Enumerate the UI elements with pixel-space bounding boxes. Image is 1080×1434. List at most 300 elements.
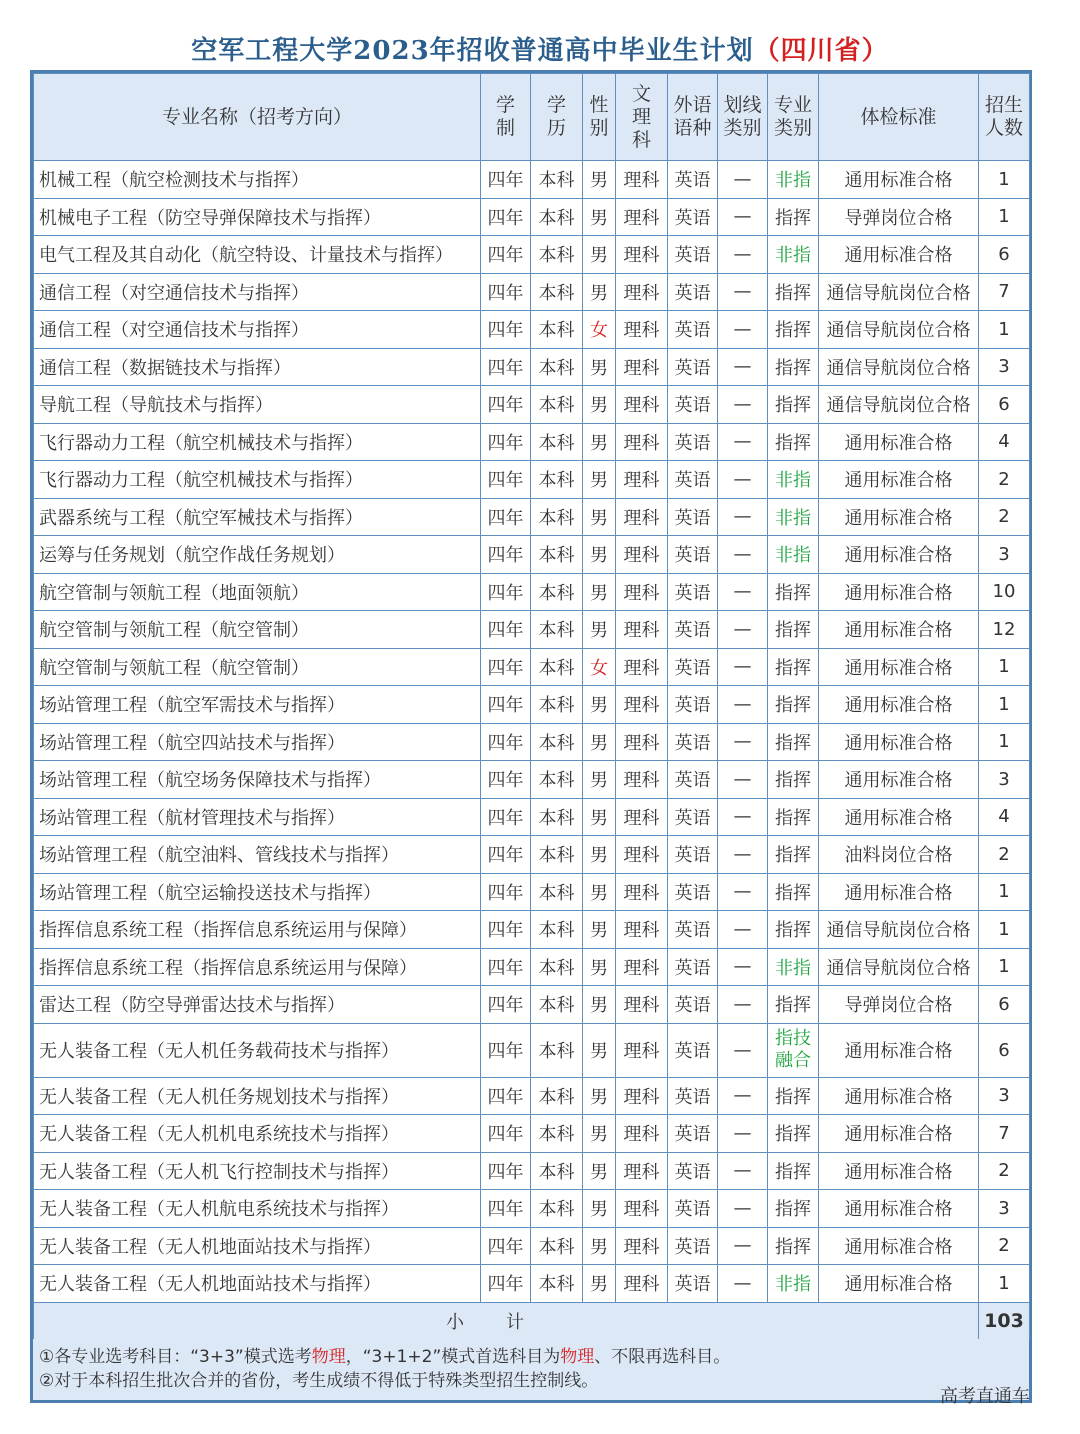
- cell-language: 英语: [668, 1023, 718, 1077]
- cell-gender: 女: [583, 648, 616, 686]
- cell-language: 英语: [668, 311, 718, 349]
- cell-physical: 通用标准合格: [819, 723, 979, 761]
- cell-physical: 通用标准合格: [819, 798, 979, 836]
- cell-duration: 四年: [481, 161, 531, 199]
- cell-category: 指挥: [768, 386, 819, 424]
- cell-line-type: —: [718, 498, 768, 536]
- cell-degree: 本科: [531, 348, 583, 386]
- header-track: 文理科: [616, 74, 668, 161]
- cell-duration: 四年: [481, 423, 531, 461]
- title-main: 空军工程大学2023年招收普通高中毕业生计划: [191, 36, 754, 66]
- cell-gender: 男: [583, 1077, 616, 1115]
- cell-duration: 四年: [481, 198, 531, 236]
- cell-major: 飞行器动力工程（航空机械技术与指挥）: [34, 461, 481, 499]
- cell-degree: 本科: [531, 1190, 583, 1228]
- cell-category: 指挥: [768, 873, 819, 911]
- cell-category: 非指: [768, 498, 819, 536]
- cell-line-type: —: [718, 686, 768, 724]
- cell-category: 非指: [768, 461, 819, 499]
- cell-line-type: —: [718, 423, 768, 461]
- cell-major: 电气工程及其自动化（航空特设、计量技术与指挥）: [34, 236, 481, 274]
- cell-degree: 本科: [531, 386, 583, 424]
- table-row: [34, 311, 1030, 349]
- cell-gender: 男: [583, 1115, 616, 1153]
- cell-category: 指挥: [768, 798, 819, 836]
- cell-major: 航空管制与领航工程（地面领航）: [34, 573, 481, 611]
- cell-degree: 本科: [531, 236, 583, 274]
- cell-track: 理科: [616, 611, 668, 649]
- cell-language: 英语: [668, 198, 718, 236]
- cell-gender: 男: [583, 161, 616, 199]
- cell-gender: 男: [583, 1152, 616, 1190]
- cell-duration: 四年: [481, 386, 531, 424]
- cell-gender: 女: [583, 311, 616, 349]
- table-row: [34, 498, 1030, 536]
- cell-quota: 2: [979, 498, 1030, 536]
- cell-track: 理科: [616, 1115, 668, 1153]
- cell-quota: 1: [979, 161, 1030, 199]
- cell-major: 无人装备工程（无人机任务规划技术与指挥）: [34, 1077, 481, 1115]
- cell-major: 无人装备工程（无人机任务载荷技术与指挥）: [34, 1023, 481, 1077]
- cell-line-type: —: [718, 236, 768, 274]
- cell-physical: 通用标准合格: [819, 536, 979, 574]
- cell-quota: 12: [979, 611, 1030, 649]
- table-row: [34, 273, 1030, 311]
- cell-duration: 四年: [481, 648, 531, 686]
- cell-gender: 男: [583, 948, 616, 986]
- subtotal-row: [34, 1302, 1030, 1340]
- cell-line-type: —: [718, 1077, 768, 1115]
- cell-category: 指挥: [768, 198, 819, 236]
- subtotal-label: 小计: [34, 1302, 979, 1340]
- cell-track: 理科: [616, 948, 668, 986]
- cell-line-type: —: [718, 461, 768, 499]
- cell-degree: 本科: [531, 461, 583, 499]
- cell-track: 理科: [616, 761, 668, 799]
- cell-degree: 本科: [531, 836, 583, 874]
- cell-language: 英语: [668, 348, 718, 386]
- cell-line-type: —: [718, 161, 768, 199]
- table-row: [34, 948, 1030, 986]
- cell-gender: 男: [583, 873, 616, 911]
- cell-category: 指挥: [768, 686, 819, 724]
- notes: [33, 1339, 1029, 1400]
- cell-quota: 6: [979, 236, 1030, 274]
- cell-degree: 本科: [531, 273, 583, 311]
- cell-major: 航空管制与领航工程（航空管制）: [34, 611, 481, 649]
- table-row: [34, 723, 1030, 761]
- cell-quota: 6: [979, 1023, 1030, 1077]
- cell-physical: 通用标准合格: [819, 498, 979, 536]
- cell-physical: 通用标准合格: [819, 236, 979, 274]
- table-row: [34, 873, 1030, 911]
- cell-language: 英语: [668, 911, 718, 949]
- cell-quota: 1: [979, 686, 1030, 724]
- header-duration: 学制: [481, 74, 531, 161]
- cell-gender: 男: [583, 686, 616, 724]
- cell-category: 指挥: [768, 761, 819, 799]
- cell-quota: 4: [979, 798, 1030, 836]
- cell-degree: 本科: [531, 798, 583, 836]
- cell-degree: 本科: [531, 911, 583, 949]
- cell-line-type: —: [718, 1023, 768, 1077]
- cell-major: 无人装备工程（无人机地面站技术与指挥）: [34, 1227, 481, 1265]
- cell-gender: 男: [583, 798, 616, 836]
- cell-physical: 通用标准合格: [819, 1077, 979, 1115]
- cell-quota: 1: [979, 911, 1030, 949]
- cell-track: 理科: [616, 236, 668, 274]
- cell-physical: 通信导航岗位合格: [819, 911, 979, 949]
- cell-track: 理科: [616, 723, 668, 761]
- cell-duration: 四年: [481, 348, 531, 386]
- cell-degree: 本科: [531, 611, 583, 649]
- cell-quota: 3: [979, 348, 1030, 386]
- cell-line-type: —: [718, 986, 768, 1024]
- table-row: [34, 386, 1030, 424]
- cell-language: 英语: [668, 461, 718, 499]
- cell-language: 英语: [668, 723, 718, 761]
- cell-quota: 1: [979, 311, 1030, 349]
- header-major: 专业名称（招考方向）: [34, 74, 481, 161]
- cell-track: 理科: [616, 1023, 668, 1077]
- cell-track: 理科: [616, 836, 668, 874]
- cell-line-type: —: [718, 536, 768, 574]
- cell-track: 理科: [616, 798, 668, 836]
- cell-major: 机械电子工程（防空导弹保障技术与指挥）: [34, 198, 481, 236]
- cell-quota: 3: [979, 1077, 1030, 1115]
- table-row: [34, 1115, 1030, 1153]
- table-row: [34, 648, 1030, 686]
- cell-duration: 四年: [481, 1023, 531, 1077]
- cell-physical: 通信导航岗位合格: [819, 273, 979, 311]
- cell-line-type: —: [718, 573, 768, 611]
- cell-track: 理科: [616, 1190, 668, 1228]
- cell-physical: 通信导航岗位合格: [819, 348, 979, 386]
- cell-track: 理科: [616, 986, 668, 1024]
- cell-physical: 通用标准合格: [819, 1152, 979, 1190]
- cell-track: 理科: [616, 161, 668, 199]
- header-degree: 学历: [531, 74, 583, 161]
- cell-line-type: —: [718, 761, 768, 799]
- cell-degree: 本科: [531, 648, 583, 686]
- table-row: [34, 798, 1030, 836]
- cell-degree: 本科: [531, 686, 583, 724]
- table-row: [34, 1190, 1030, 1228]
- table-row: [34, 348, 1030, 386]
- cell-major: 雷达工程（防空导弹雷达技术与指挥）: [34, 986, 481, 1024]
- cell-line-type: —: [718, 723, 768, 761]
- watermark: 高考直通车: [940, 1386, 1030, 1407]
- cell-track: 理科: [616, 1227, 668, 1265]
- cell-duration: 四年: [481, 1190, 531, 1228]
- header-physical: 体检标准: [819, 74, 979, 161]
- cell-gender: 男: [583, 498, 616, 536]
- cell-gender: 男: [583, 273, 616, 311]
- cell-duration: 四年: [481, 873, 531, 911]
- cell-major: 运筹与任务规划（航空作战任务规划）: [34, 536, 481, 574]
- cell-duration: 四年: [481, 686, 531, 724]
- cell-line-type: —: [718, 1190, 768, 1228]
- cell-language: 英语: [668, 986, 718, 1024]
- cell-gender: 男: [583, 236, 616, 274]
- cell-track: 理科: [616, 498, 668, 536]
- cell-category: 指挥: [768, 1115, 819, 1153]
- cell-major: 武器系统与工程（航空军械技术与指挥）: [34, 498, 481, 536]
- cell-gender: 男: [583, 723, 616, 761]
- cell-major: 场站管理工程（航空场务保障技术与指挥）: [34, 761, 481, 799]
- cell-physical: 通用标准合格: [819, 873, 979, 911]
- table-row: [34, 236, 1030, 274]
- cell-degree: 本科: [531, 723, 583, 761]
- cell-line-type: —: [718, 611, 768, 649]
- cell-major: 通信工程（对空通信技术与指挥）: [34, 273, 481, 311]
- cell-category: 指挥: [768, 1227, 819, 1265]
- cell-quota: 3: [979, 761, 1030, 799]
- table-row: [34, 1152, 1030, 1190]
- cell-category: 指挥: [768, 423, 819, 461]
- cell-gender: 男: [583, 836, 616, 874]
- cell-degree: 本科: [531, 573, 583, 611]
- cell-track: 理科: [616, 911, 668, 949]
- cell-category: 非指: [768, 948, 819, 986]
- cell-major: 指挥信息系统工程（指挥信息系统运用与保障）: [34, 911, 481, 949]
- cell-line-type: —: [718, 836, 768, 874]
- cell-duration: 四年: [481, 611, 531, 649]
- cell-duration: 四年: [481, 273, 531, 311]
- cell-duration: 四年: [481, 536, 531, 574]
- page-title: [0, 30, 1080, 67]
- cell-quota: 2: [979, 461, 1030, 499]
- table-row: [34, 536, 1030, 574]
- cell-duration: 四年: [481, 911, 531, 949]
- cell-duration: 四年: [481, 498, 531, 536]
- cell-gender: 男: [583, 461, 616, 499]
- cell-category: 非指: [768, 236, 819, 274]
- cell-major: 飞行器动力工程（航空机械技术与指挥）: [34, 423, 481, 461]
- table-row: [34, 1077, 1030, 1115]
- cell-major: 通信工程（数据链技术与指挥）: [34, 348, 481, 386]
- cell-major: 场站管理工程（航材管理技术与指挥）: [34, 798, 481, 836]
- cell-quota: 3: [979, 1190, 1030, 1228]
- cell-language: 英语: [668, 761, 718, 799]
- cell-language: 英语: [668, 423, 718, 461]
- cell-duration: 四年: [481, 798, 531, 836]
- cell-language: 英语: [668, 273, 718, 311]
- cell-duration: 四年: [481, 723, 531, 761]
- cell-line-type: —: [718, 1115, 768, 1153]
- cell-track: 理科: [616, 423, 668, 461]
- cell-track: 理科: [616, 686, 668, 724]
- cell-language: 英语: [668, 648, 718, 686]
- cell-gender: 男: [583, 986, 616, 1024]
- cell-physical: 通用标准合格: [819, 648, 979, 686]
- cell-duration: 四年: [481, 1152, 531, 1190]
- cell-line-type: —: [718, 311, 768, 349]
- cell-major: 指挥信息系统工程（指挥信息系统运用与保障）: [34, 948, 481, 986]
- table-row: [34, 611, 1030, 649]
- cell-duration: 四年: [481, 461, 531, 499]
- cell-duration: 四年: [481, 1077, 531, 1115]
- note-1: ①各专业选考科目：“3+3”模式选考物理，“3+1+2”模式首选科目为物理、不限再选科目。: [39, 1347, 731, 1367]
- cell-track: 理科: [616, 273, 668, 311]
- cell-category: 指挥: [768, 723, 819, 761]
- cell-degree: 本科: [531, 498, 583, 536]
- cell-quota: 1: [979, 198, 1030, 236]
- cell-duration: 四年: [481, 1115, 531, 1153]
- enrollment-plan-table: [33, 73, 1030, 1340]
- cell-language: 英语: [668, 573, 718, 611]
- cell-major: 无人装备工程（无人机航电系统技术与指挥）: [34, 1190, 481, 1228]
- cell-degree: 本科: [531, 1115, 583, 1153]
- cell-category: 指挥: [768, 836, 819, 874]
- cell-major: 无人装备工程（无人机机电系统技术与指挥）: [34, 1115, 481, 1153]
- cell-language: 英语: [668, 798, 718, 836]
- cell-gender: 男: [583, 1023, 616, 1077]
- cell-language: 英语: [668, 948, 718, 986]
- cell-physical: 导弹岗位合格: [819, 986, 979, 1024]
- cell-physical: 通用标准合格: [819, 573, 979, 611]
- table-row: [34, 573, 1030, 611]
- cell-line-type: —: [718, 1152, 768, 1190]
- cell-language: 英语: [668, 611, 718, 649]
- table-row: [34, 198, 1030, 236]
- cell-degree: 本科: [531, 1023, 583, 1077]
- cell-degree: 本科: [531, 1152, 583, 1190]
- table-row: [34, 686, 1030, 724]
- cell-gender: 男: [583, 386, 616, 424]
- cell-gender: 男: [583, 1265, 616, 1303]
- cell-line-type: —: [718, 386, 768, 424]
- cell-language: 英语: [668, 1115, 718, 1153]
- cell-major: 导航工程（导航技术与指挥）: [34, 386, 481, 424]
- cell-track: 理科: [616, 536, 668, 574]
- table-row: [34, 1265, 1030, 1303]
- cell-physical: 通用标准合格: [819, 1227, 979, 1265]
- table-body: [34, 161, 1030, 1303]
- cell-category: 指挥: [768, 1077, 819, 1115]
- cell-gender: 男: [583, 573, 616, 611]
- cell-language: 英语: [668, 836, 718, 874]
- cell-physical: 通用标准合格: [819, 161, 979, 199]
- cell-physical: 通用标准合格: [819, 1115, 979, 1153]
- subtotal-total: 103: [979, 1302, 1030, 1340]
- plan-table-frame: [30, 70, 1032, 1403]
- cell-track: 理科: [616, 461, 668, 499]
- table-row: [34, 836, 1030, 874]
- cell-physical: 通用标准合格: [819, 611, 979, 649]
- cell-duration: 四年: [481, 948, 531, 986]
- cell-track: 理科: [616, 648, 668, 686]
- cell-language: 英语: [668, 1152, 718, 1190]
- cell-track: 理科: [616, 873, 668, 911]
- cell-quota: 3: [979, 536, 1030, 574]
- cell-quota: 2: [979, 1227, 1030, 1265]
- header-quota: 招生人数: [979, 74, 1030, 161]
- cell-category: 指挥: [768, 348, 819, 386]
- cell-category: 指技 融合: [768, 1023, 819, 1077]
- cell-quota: 2: [979, 836, 1030, 874]
- cell-duration: 四年: [481, 1227, 531, 1265]
- cell-major: 通信工程（对空通信技术与指挥）: [34, 311, 481, 349]
- header-gender: 性别: [583, 74, 616, 161]
- table-row: [34, 761, 1030, 799]
- cell-track: 理科: [616, 1152, 668, 1190]
- cell-category: 指挥: [768, 311, 819, 349]
- cell-degree: 本科: [531, 948, 583, 986]
- cell-physical: 导弹岗位合格: [819, 198, 979, 236]
- cell-quota: 1: [979, 648, 1030, 686]
- cell-category: 指挥: [768, 986, 819, 1024]
- cell-quota: 10: [979, 573, 1030, 611]
- cell-language: 英语: [668, 536, 718, 574]
- cell-line-type: —: [718, 273, 768, 311]
- cell-gender: 男: [583, 911, 616, 949]
- cell-language: 英语: [668, 1265, 718, 1303]
- cell-gender: 男: [583, 423, 616, 461]
- cell-language: 英语: [668, 686, 718, 724]
- cell-gender: 男: [583, 536, 616, 574]
- table-row: [34, 986, 1030, 1024]
- cell-line-type: —: [718, 1227, 768, 1265]
- cell-gender: 男: [583, 611, 616, 649]
- cell-line-type: —: [718, 198, 768, 236]
- title-province: （四川省）: [753, 36, 889, 66]
- cell-physical: 通用标准合格: [819, 1190, 979, 1228]
- note-2: ②对于本科招生批次合并的省份，考生成绩不得低于特殊类型招生控制线。: [39, 1371, 599, 1391]
- cell-degree: 本科: [531, 1227, 583, 1265]
- cell-category: 非指: [768, 1265, 819, 1303]
- cell-quota: 6: [979, 386, 1030, 424]
- cell-duration: 四年: [481, 311, 531, 349]
- cell-duration: 四年: [481, 986, 531, 1024]
- cell-physical: 通用标准合格: [819, 761, 979, 799]
- cell-physical: 通用标准合格: [819, 686, 979, 724]
- cell-category: 指挥: [768, 611, 819, 649]
- cell-degree: 本科: [531, 536, 583, 574]
- cell-duration: 四年: [481, 1265, 531, 1303]
- header-category: 专业类别: [768, 74, 819, 161]
- cell-language: 英语: [668, 1190, 718, 1228]
- cell-degree: 本科: [531, 423, 583, 461]
- cell-major: 场站管理工程（航空四站技术与指挥）: [34, 723, 481, 761]
- cell-category: 指挥: [768, 573, 819, 611]
- table-row: [34, 911, 1030, 949]
- cell-physical: 通信导航岗位合格: [819, 948, 979, 986]
- cell-physical: 通用标准合格: [819, 423, 979, 461]
- cell-duration: 四年: [481, 836, 531, 874]
- cell-line-type: —: [718, 348, 768, 386]
- cell-quota: 1: [979, 948, 1030, 986]
- cell-degree: 本科: [531, 198, 583, 236]
- cell-degree: 本科: [531, 311, 583, 349]
- cell-duration: 四年: [481, 761, 531, 799]
- cell-major: 航空管制与领航工程（航空管制）: [34, 648, 481, 686]
- cell-track: 理科: [616, 1077, 668, 1115]
- table-row: [34, 1023, 1030, 1077]
- cell-gender: 男: [583, 761, 616, 799]
- table-row: [34, 161, 1030, 199]
- cell-category: 指挥: [768, 911, 819, 949]
- cell-gender: 男: [583, 1190, 616, 1228]
- cell-language: 英语: [668, 1077, 718, 1115]
- cell-category: 指挥: [768, 1190, 819, 1228]
- cell-quota: 1: [979, 723, 1030, 761]
- cell-quota: 7: [979, 273, 1030, 311]
- cell-major: 机械工程（航空检测技术与指挥）: [34, 161, 481, 199]
- cell-major: 场站管理工程（航空油料、管线技术与指挥）: [34, 836, 481, 874]
- cell-degree: 本科: [531, 986, 583, 1024]
- cell-line-type: —: [718, 798, 768, 836]
